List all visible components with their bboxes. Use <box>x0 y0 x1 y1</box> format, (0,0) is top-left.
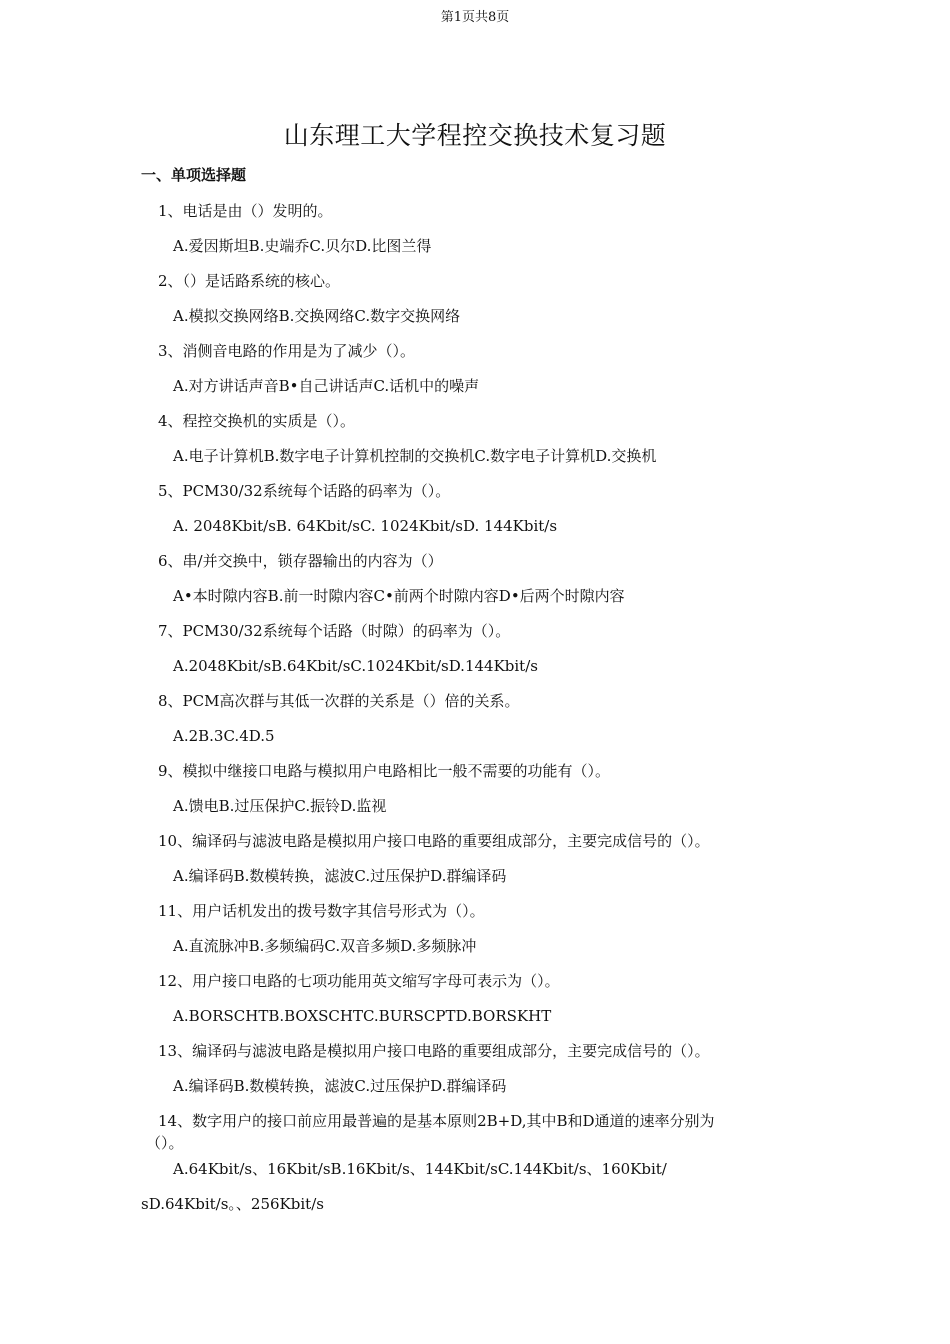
question-item <box>0 340 950 397</box>
question-stem: 10、编译码与滤波电路是模拟用户接口电路的重要组成部分，主要完成信号的（）。 <box>158 832 710 850</box>
question-options: A.电子计算机B.数字电子计算机控制的交换机C.数字电子计算机D.交换机 <box>173 447 657 465</box>
question-item <box>0 200 950 257</box>
question-item <box>0 620 950 677</box>
question-stem-continuation: （）。 <box>146 1134 184 1152</box>
question-item <box>0 550 950 607</box>
question-options: A.模拟交换网络B.交换网络C.数字交换网络 <box>173 307 461 325</box>
question-options: A.编译码B.数模转换，滤波C.过压保护D.群编译码 <box>173 1077 507 1095</box>
question-options: A.64Kbit/s、16Kbit/sB.16Kbit/s、144Kbit/sC.144Kbit/s、160Kbit/ <box>173 1160 667 1178</box>
question-stem: 1、电话是由（）发明的。 <box>158 202 333 220</box>
page-indicator: 第1页共8页 <box>440 10 510 25</box>
question-item <box>0 410 950 467</box>
question-stem: 14、数字用户的接口前应用最普遍的是基本原则2B+D,其中B和D通道的速率分别为 <box>158 1112 715 1130</box>
question-list <box>0 200 950 1215</box>
question-options: A.2B.3C.4D.5 <box>173 727 275 745</box>
section-heading: 一、单项选择题 <box>141 166 247 184</box>
question-stem: 11、用户话机发出的拨号数字其信号形式为（）。 <box>158 902 485 920</box>
question-stem: 6、串/并交换中，锁存器输出的内容为（） <box>158 552 443 570</box>
question-options: A.爱因斯坦B.史端乔C.贝尔D.比图兰得 <box>173 237 432 255</box>
question-stem: 7、PCM30/32系统每个话路（时隙）的码率为（）。 <box>158 622 511 640</box>
question-options: A.BORSCHTB.BOXSCHTC.BURSCPTD.BORSKHT <box>173 1007 552 1025</box>
question-options: A.编译码B.数模转换，滤波C.过压保护D.群编译码 <box>173 867 507 885</box>
question-options: A.直流脉冲B.多频编码C.双音多频D.多频脉冲 <box>173 937 477 955</box>
question-stem: 5、PCM30/32系统每个话路的码率为（）。 <box>158 482 451 500</box>
question-item <box>0 830 950 887</box>
question-options: A•本时隙内容B.前一时隙内容C•前两个时隙内容D•后两个时隙内容 <box>173 587 625 605</box>
question-stem: 2、（）是话路系统的核心。 <box>158 272 341 290</box>
question-stem: 3、消侧音电路的作用是为了减少（）。 <box>158 342 416 360</box>
question-options-continuation: sD.64Kbit/s。、256Kbit/s <box>141 1195 324 1213</box>
question-item <box>0 970 950 1027</box>
document-title: 山东理工大学程控交换技术复习题 <box>283 121 667 150</box>
question-stem: 9、模拟中继接口电路与模拟用户电路相比一般不需要的功能有（）。 <box>158 762 611 780</box>
question-stem: 4、程控交换机的实质是（）。 <box>158 412 356 430</box>
question-item <box>0 900 950 957</box>
question-options: A.2048Kbit/sB.64Kbit/sC.1024Kbit/sD.144Kbit/s <box>173 657 538 675</box>
question-item <box>0 480 950 537</box>
question-item <box>0 760 950 817</box>
question-stem: 8、PCM高次群与其低一次群的关系是（）倍的关系。 <box>158 692 520 710</box>
question-item <box>0 690 950 747</box>
question-options: A.馈电B.过压保护C.振铃D.监视 <box>173 797 387 815</box>
question-options: A.对方讲话声音B•自己讲话声C.话机中的噪声 <box>173 377 480 395</box>
question-item <box>0 1110 950 1215</box>
question-item <box>0 1040 950 1097</box>
question-stem: 12、用户接口电路的七项功能用英文缩写字母可表示为（）。 <box>158 972 560 990</box>
question-options: A. 2048Kbit/sB. 64Kbit/sC. 1024Kbit/sD. 144Kbit/s <box>173 517 558 535</box>
question-stem: 13、编译码与滤波电路是模拟用户接口电路的重要组成部分，主要完成信号的（）。 <box>158 1042 710 1060</box>
question-item <box>0 270 950 327</box>
